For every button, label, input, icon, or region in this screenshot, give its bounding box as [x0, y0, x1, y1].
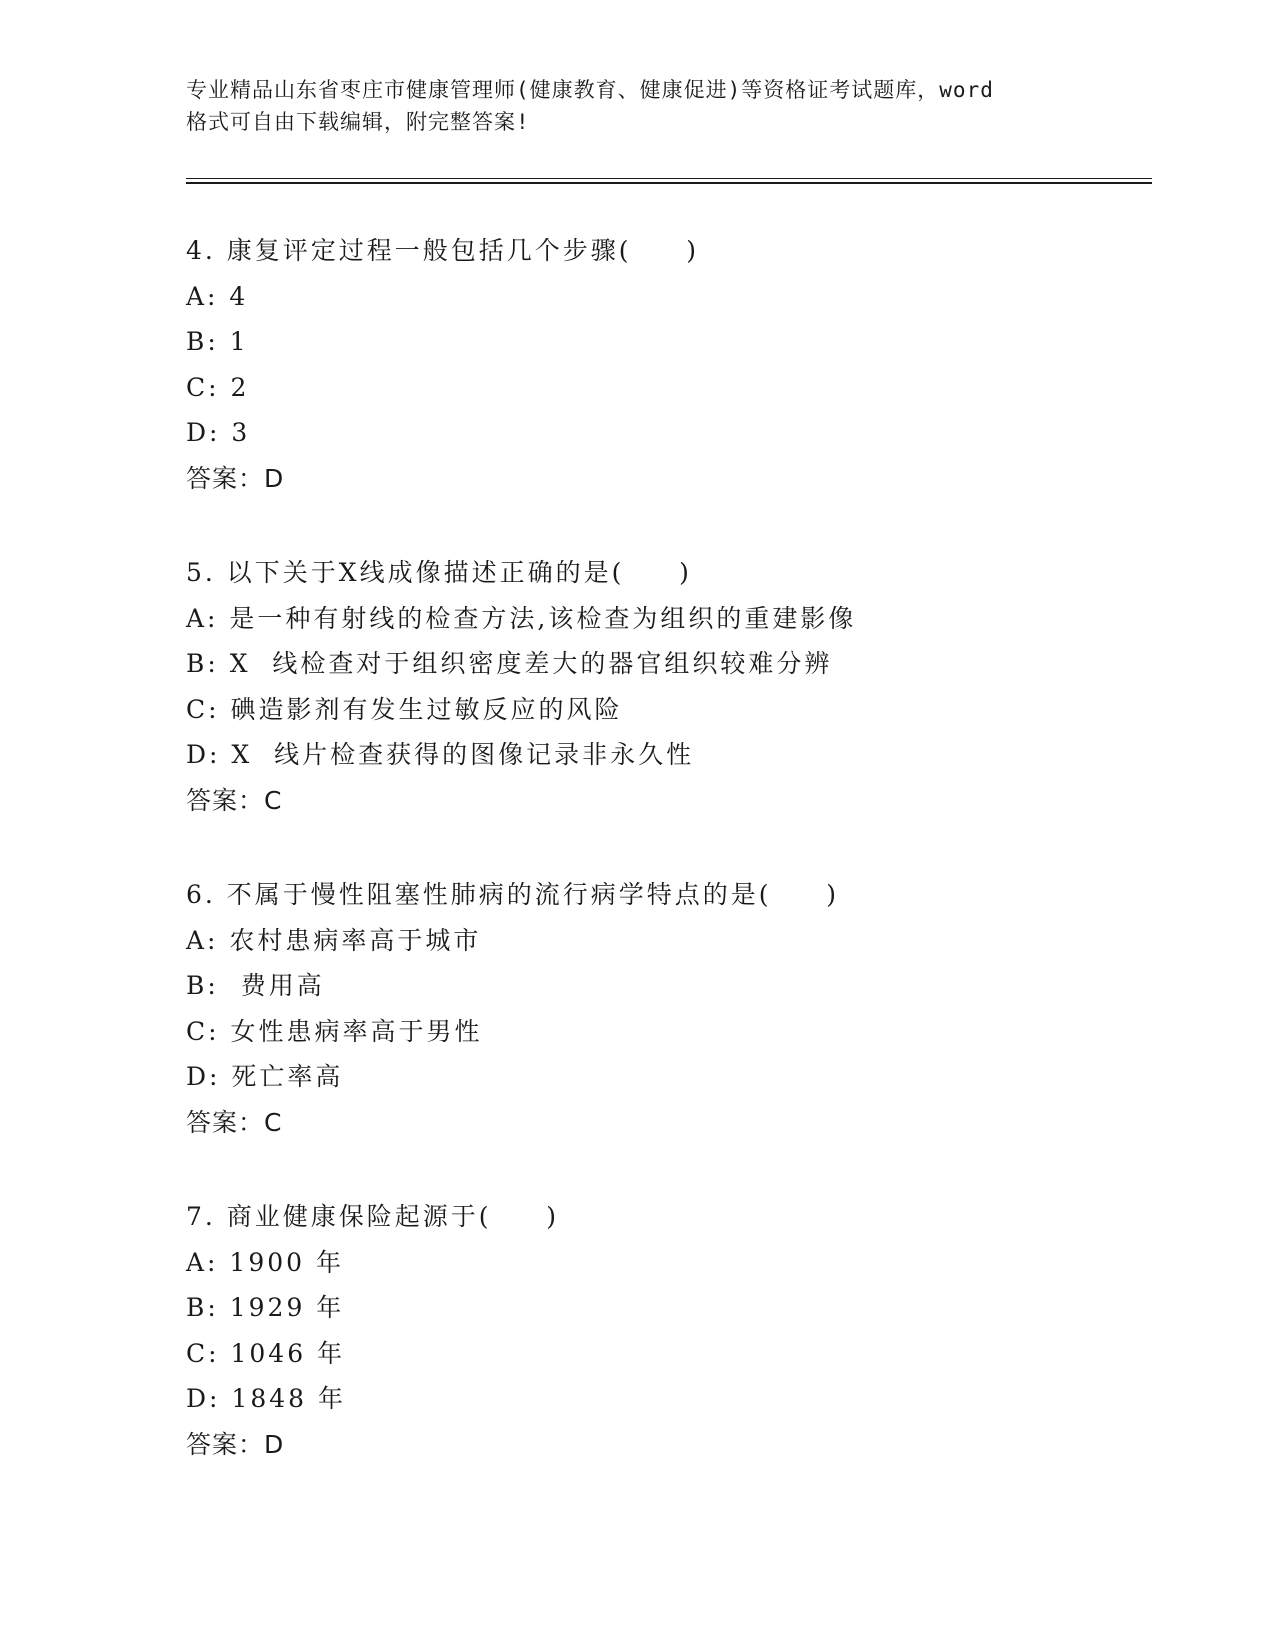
option-c: C: 碘造影剂有发生过敏反应的风险 [186, 694, 623, 724]
option-a: A: 是一种有射线的检查方法,该检查为组织的重建影像 [186, 603, 857, 633]
option-d: D: 死亡率高 [186, 1062, 344, 1091]
answer-label: 答案：D [186, 463, 285, 493]
option-c: C: 女性患病率高于男性 [186, 1016, 483, 1046]
option-d: D: 1848 年 [186, 1384, 346, 1413]
answer-label: 答案：C [186, 785, 283, 815]
document-header [186, 74, 1086, 138]
question-6 [186, 872, 1152, 1145]
question-stem: 7. 商业健康保险起源于( ) [186, 1202, 560, 1231]
answer-label: 答案：C [186, 1107, 283, 1137]
question-stem: 6. 不属于慢性阻塞性肺病的流行病学特点的是( ) [186, 880, 840, 909]
option-d: D: X 线片检查获得的图像记录非永久性 [186, 740, 695, 769]
option-a: A: 农村患病率高于城市 [186, 925, 482, 955]
header-divider-thick [186, 182, 1152, 184]
header-line-2: 格式可自由下载编辑，附完整答案! [186, 110, 530, 134]
option-c: C: 2 [186, 372, 250, 402]
option-b: B: 费用高 [186, 971, 325, 1000]
question-stem: 5. 以下关于X线成像描述正确的是( ) [186, 558, 692, 587]
option-b: B: 1 [186, 327, 249, 356]
option-b: B: 1929 年 [186, 1293, 345, 1322]
option-b: B: X 线检查对于组织密度差大的器官组织较难分辨 [186, 649, 833, 678]
header-divider-thin [186, 178, 1152, 179]
question-5 [186, 550, 1152, 823]
option-a: A: 4 [186, 281, 249, 311]
question-stem: 4. 康复评定过程一般包括几个步骤( ) [186, 236, 700, 265]
header-line-1: 专业精品山东省枣庄市健康管理师(健康教育、健康促进)等资格证考试题库，word [186, 78, 994, 102]
option-d: D: 3 [186, 418, 251, 447]
option-c: C: 1046 年 [186, 1338, 346, 1368]
question-7 [186, 1194, 1152, 1467]
question-4 [186, 228, 1152, 501]
answer-label: 答案：D [186, 1429, 285, 1459]
option-a: A: 1900 年 [186, 1247, 344, 1277]
